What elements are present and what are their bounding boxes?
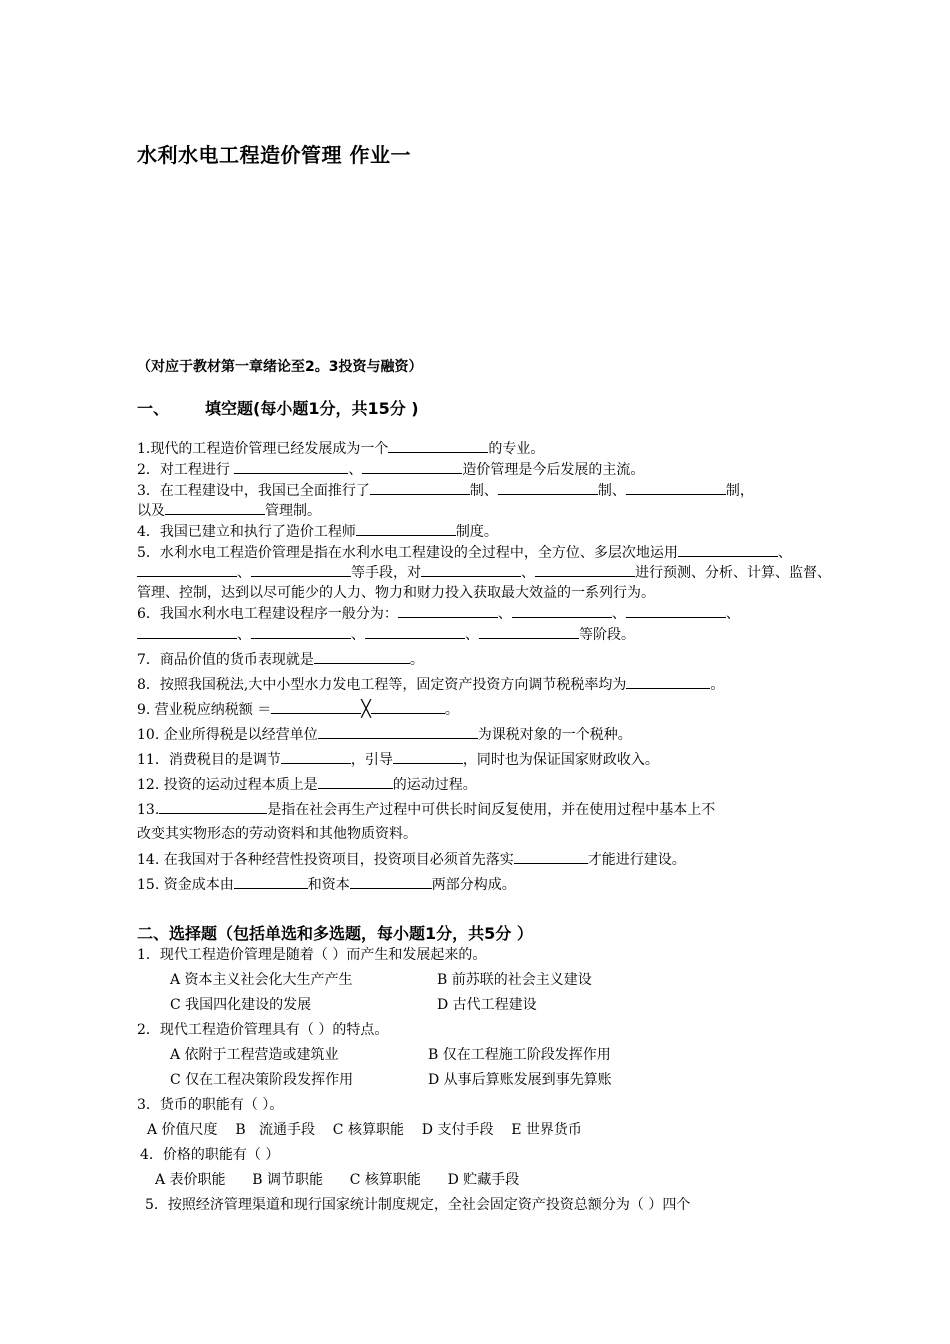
question-10: 10. 企业所得税是以经营单位 为课税对象的一个税种。	[137, 724, 632, 745]
question-11: 11．消费税目的是调节 ，引导 ，同时也为保证国家财政收入。	[137, 749, 659, 770]
answer-blank[interactable]	[234, 874, 308, 889]
document-subtitle: （对应于教材第一章绪论至2。3投资与融资）	[137, 359, 423, 375]
choice-option[interactable]: D 从事后算账发展到事先算账	[428, 1072, 612, 1088]
answer-blank[interactable]	[362, 459, 462, 474]
question-3-continued: 以及 管理制。	[137, 500, 321, 521]
question-2: 2．对工程进行 、 造价管理是今后发展的主流。	[137, 459, 644, 480]
question-6: 6．我国水利水电工程建设程序一般分为： 、 、 、	[137, 603, 740, 624]
answer-blank[interactable]	[421, 562, 521, 577]
answer-blank[interactable]	[365, 624, 465, 639]
choice-options-row[interactable]: A 表价职能 B 调节职能 C 核算职能 D 贮藏手段	[155, 1172, 520, 1188]
question-5: 5．水利水电工程造价管理是指在水利水电工程建设的全过程中，全方位、多层次地运用 、	[137, 542, 792, 563]
choice-option[interactable]: A 依附于工程营造或建筑业	[170, 1047, 339, 1063]
question-12: 12. 投资的运动过程本质上是 的运动过程。	[137, 774, 477, 795]
answer-blank[interactable]	[512, 603, 612, 618]
answer-blank[interactable]	[318, 724, 478, 739]
answer-blank[interactable]	[356, 521, 456, 536]
answer-blank[interactable]	[165, 500, 265, 515]
answer-blank[interactable]	[137, 624, 237, 639]
question-5-continued-2: 管理、控制，达到以尽可能少的人力、物力和财力投入获取最大效益的一系列行为。	[137, 585, 655, 601]
answer-blank[interactable]	[371, 699, 445, 714]
answer-blank[interactable]	[281, 749, 351, 764]
question-13: 13. 是指在社会再生产过程中可供长时间反复使用，并在使用过程中基本上不	[137, 799, 715, 820]
choice-option[interactable]: A 资本主义社会化大生产产生	[170, 972, 353, 988]
answer-blank[interactable]	[318, 774, 393, 789]
choice-question-5: 5．按照经济管理渠道和现行国家统计制度规定，全社会固定资产投资总额分为（ ）四个	[145, 1197, 691, 1213]
question-8: 8．按照我国税法,大中小型水力发电工程等，固定资产投资方向调节税税率均为 。	[137, 674, 724, 695]
question-7: 7．商品价值的货币表现就是 。	[137, 649, 424, 670]
choice-option[interactable]: C 仅在工程决策阶段发挥作用	[170, 1072, 354, 1088]
question-14: 14. 在我国对于各种经营性投资项目，投资项目必须首先落实 才能进行建设。	[137, 849, 686, 870]
question-6-continued: 、 、 、 等阶段。	[137, 624, 635, 645]
choice-question-4: 4．价格的职能有（ ）	[140, 1147, 280, 1163]
answer-blank[interactable]	[159, 799, 267, 814]
answer-blank[interactable]	[251, 624, 351, 639]
answer-blank[interactable]	[314, 649, 410, 664]
question-4: 4．我国已建立和执行了造价工程师 制度。	[137, 521, 498, 542]
question-3: 3．在工程建设中，我国已全面推行了 制、 制、 制，	[137, 480, 754, 501]
question-15: 15. 资金成本由 和资本 两部分构成。	[137, 874, 516, 895]
section-label: 填空题(每小题1分，共15分 )	[205, 399, 419, 418]
answer-blank[interactable]	[514, 849, 588, 864]
choice-option[interactable]: B 仅在工程施工阶段发挥作用	[428, 1047, 611, 1063]
choice-options-row[interactable]: A 价值尺度 B 流通手段 C 核算职能 D 支付手段 E 世界货币	[147, 1122, 582, 1138]
section-number: 一、	[137, 399, 170, 418]
document-title: 水利水电工程造价管理 作业一	[137, 143, 411, 167]
section-heading-choice: 二、选择题（包括单选和多选题，每小题1分，共5分 ）	[137, 924, 533, 943]
question-13-continued: 改变其实物形态的劳动资料和其他物质资料。	[137, 826, 417, 842]
choice-option[interactable]: D 古代工程建设	[437, 997, 537, 1013]
answer-blank[interactable]	[350, 874, 432, 889]
answer-blank[interactable]	[370, 480, 470, 495]
answer-blank[interactable]	[271, 699, 361, 714]
multiply-sign: ╳	[361, 699, 371, 718]
answer-blank[interactable]	[137, 562, 237, 577]
question-5-continued: 、 等手段，对 、 进行预测、分析、计算、监督、	[137, 562, 831, 583]
section-heading-fill-blank	[137, 396, 419, 419]
question-9: 9. 营业税应纳税额 ＝ ╳ 。	[137, 699, 459, 718]
choice-option[interactable]: C 我国四化建设的发展	[170, 997, 312, 1013]
answer-blank[interactable]	[678, 542, 778, 557]
answer-blank[interactable]	[626, 674, 710, 689]
answer-blank[interactable]	[498, 480, 598, 495]
question-1: 1.现代的工程造价管理已经发展成为一个 的专业。	[137, 438, 544, 459]
answer-blank[interactable]	[479, 624, 579, 639]
choice-question-1: 1．现代工程造价管理是随着（ ）而产生和发展起来的。	[137, 947, 487, 963]
answer-blank[interactable]	[626, 480, 726, 495]
answer-blank[interactable]	[398, 603, 498, 618]
answer-blank[interactable]	[251, 562, 351, 577]
choice-option[interactable]: B 前苏联的社会主义建设	[437, 972, 592, 988]
answer-blank[interactable]	[393, 749, 463, 764]
answer-blank[interactable]	[626, 603, 726, 618]
choice-question-3: 3．货币的职能有（ ）。	[137, 1097, 284, 1113]
answer-blank[interactable]	[388, 438, 488, 453]
choice-question-2: 2．现代工程造价管理具有（ ）的特点。	[137, 1022, 389, 1038]
answer-blank[interactable]	[234, 459, 348, 474]
answer-blank[interactable]	[535, 562, 635, 577]
